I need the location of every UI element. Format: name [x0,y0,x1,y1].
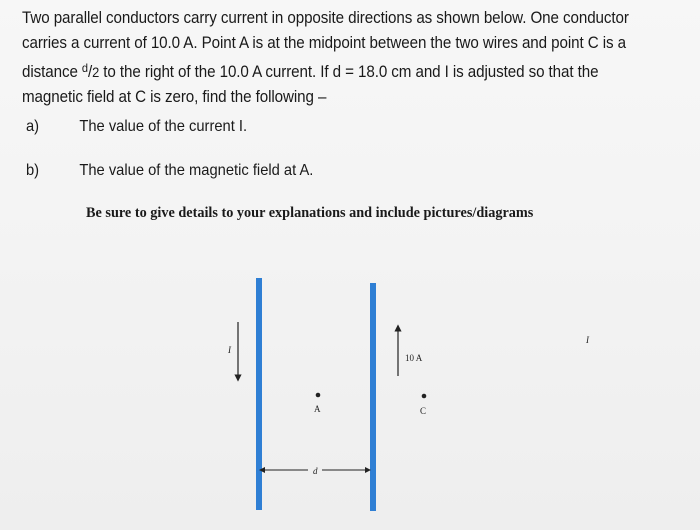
right-side-current-label: I [586,335,589,345]
instructions-note: Be sure to give details to your explanations and include pictures/diagrams [86,205,534,221]
left-current-label: I [228,345,231,355]
left-wire [256,278,262,510]
part-letter: b) [26,162,40,179]
problem-line-1: Two parallel conductors carry current in opposite directions as shown below. One conductor [22,9,629,27]
right-current-label: 10 A [405,353,423,363]
point-c-label: C [420,406,427,416]
fraction-numerator: d [81,61,88,75]
part-text: The value of the magnetic field at A. [79,162,314,179]
problem-line-3-end: to the right of the 10.0 A current. If d = 18.0 cm and I is adjusted so that the [99,63,599,81]
problem-line-3: distance $^d$/2 to the right of the 10.0 A current. If d = 18.0 cm and I is adjusted so that the [22,61,599,81]
point-c-dot [422,394,427,399]
problem-line-4: magnetic field at C is zero, find the following – [22,88,327,106]
problem-line-2: carries a current of 10.0 A. Point A is at the midpoint between the two wires and point C is a [22,34,626,52]
distance-label: d [313,466,318,476]
point-a-dot [316,393,321,398]
part-text: The value of the current I. [79,118,248,135]
fraction-denominator: 2 [92,64,100,80]
problem-line-3-start: distance [22,63,82,81]
point-a-label: A [314,404,321,414]
part-letter: a) [26,118,40,135]
right-wire [370,283,376,511]
